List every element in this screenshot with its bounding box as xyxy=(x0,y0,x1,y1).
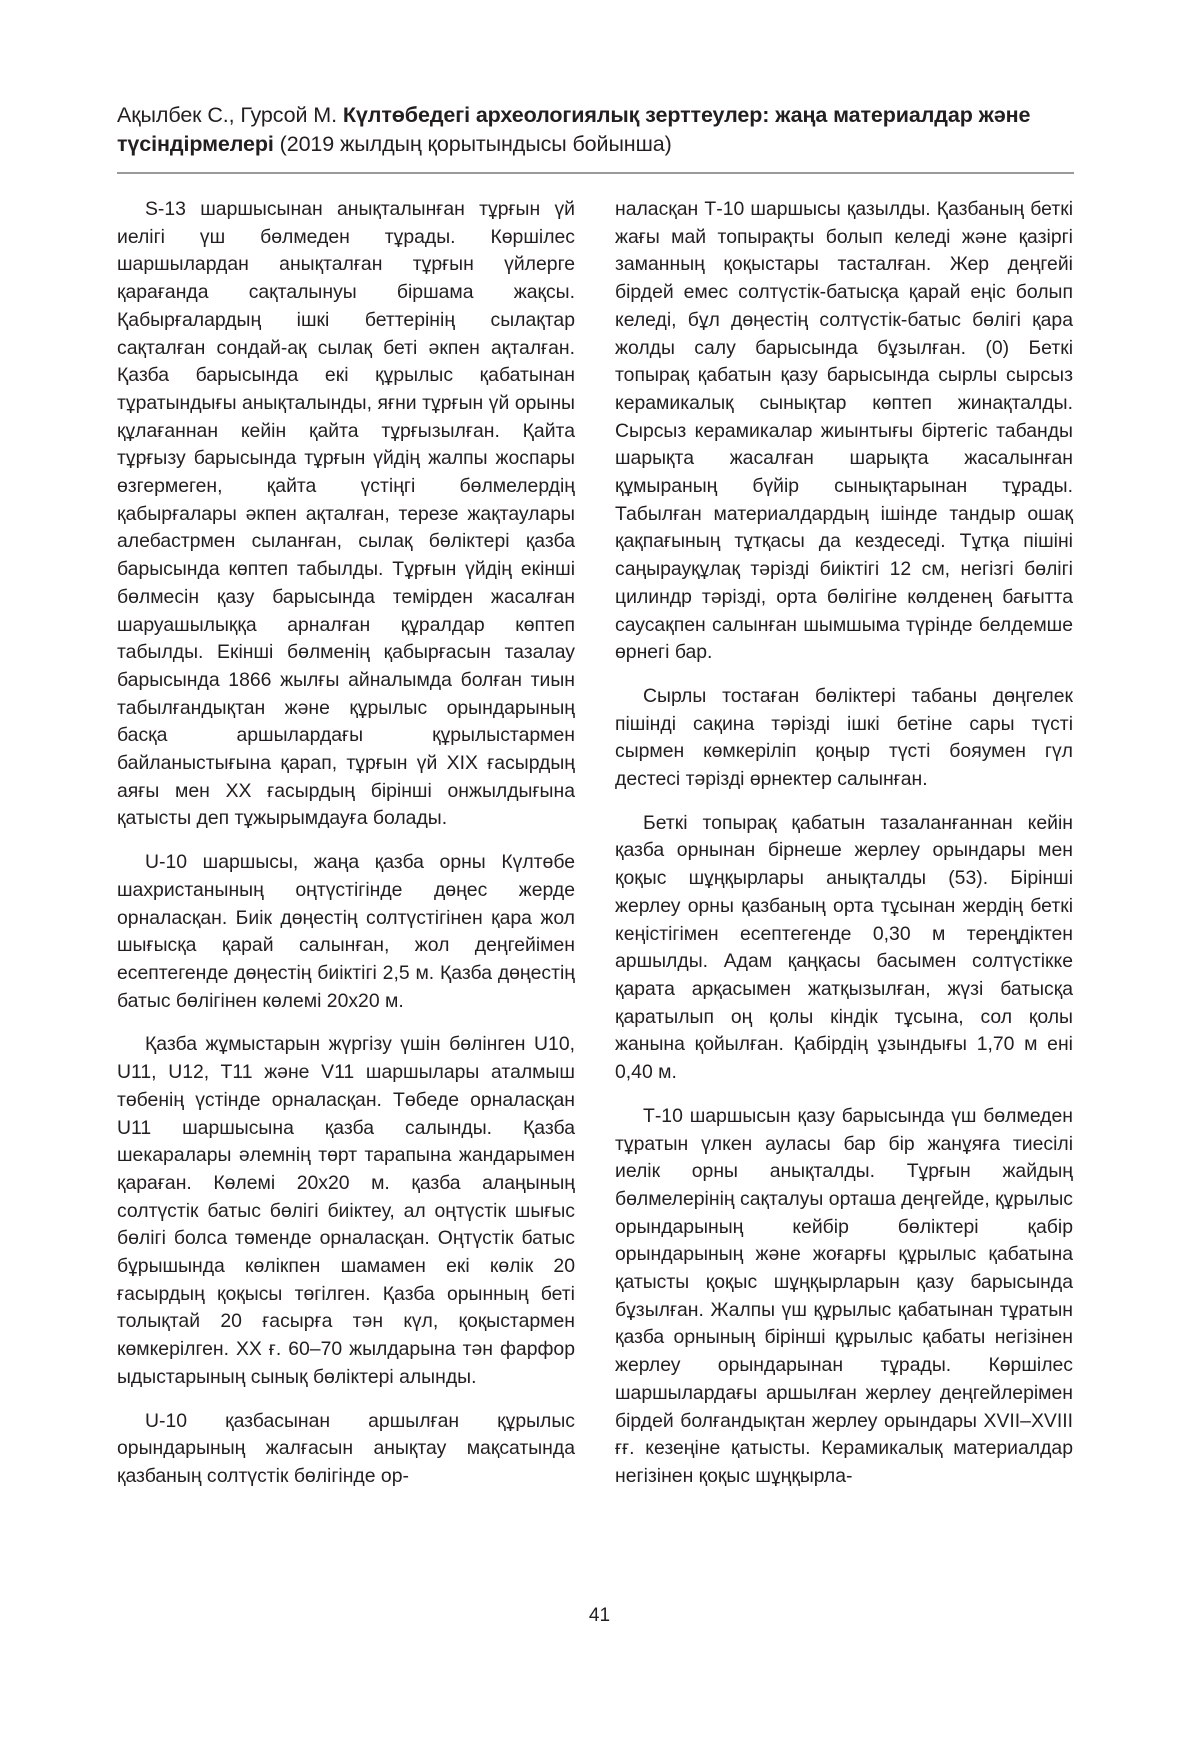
paragraph: Сырлы тостаған бөліктері табаны дөңгелек пішінді сақина тәрізді ішкі бетіне сары түсті сырмен көмкеріліп қоңыр түсті бояумен гүл дестесі тәрізді өрнектер салынған. xyxy=(615,684,1073,791)
header-subtitle: (2019 жылдың қорытындысы бойынша) xyxy=(273,132,672,156)
running-header xyxy=(117,101,1075,159)
header-title: Күлтөбедегі археологиялық зерттеулер: жаңа материалдар және түсіндірмелері xyxy=(117,103,1031,156)
paragraph: U-10 қазбасынан аршылған құрылыс орындарының жалғасын анықтау мақсатында қазбаның солтүстік бөлігінде ор- xyxy=(117,1409,575,1487)
paragraph: Беткі топырақ қабатын тазаланғаннан кейін қазба орнынан бірнеше жерлеу орындары мен қоқыс шұңқырлары анықталды (53). Бірінші жерлеу орны қазбаның орта тұсынан жердің беткі кеңістігімен есептегенде 0,30 м тереңдіктен аршылды. Адам қаңқасы басымен солтүстікке қарата арқасымен жатқызылған, жүзі батысқа қаратылып оң қолы кіндік тұсына, сол қолы жанына қойылған. Қабірдің ұзындығы 1,70 м ені 0,40 м. xyxy=(615,811,1073,1084)
paragraph-continued: наласқан Т-10 шаршысы қазылды. Қазбаның беткі жағы май топырақты болып келеді және қазіргі заманның қоқыстары тасталған. Жер деңгейі бірдей емес солтүстік-батысқа қарай еңіс болып келеді, бұл дөңестің солтүстік-батыс бөлігі қара жолды салу барысында бұзылған. (0) Беткі топырақ қабатын қазу барысында сырлы сырсыз керамикалық сынықтар көптеп жинақталды. Сырсыз керамикалар жиынтығы біртегіс табанды шарықта жасалған шарықта жасалынған құмыраның бүйір сынықтарынан тұрады. Табылған материалдардың ішінде тандыр ошақ қақпағының тұтқасы да кездеседі. Тұтқа пішіні саңырауқұлақ тәрізді биіктігі 12 см, негізгі бөлігі цилиндр тәрізді, орта бөлігіне көлденең бағытта саусақпен салынған шымшыма түрінде белдемше өрнегі бар. xyxy=(615,198,1073,664)
paragraph: Қазба жұмыстарын жүргізу үшін бөлінген U10, U11, U12, T11 және V11 шаршылары аталмыш төбенің үстінде орналасқан. Төбеде орналасқан U11 шаршысына қазба салынды. Қазба шекаралары әлемнің төрт тарапына жандарымен қараған. Көлемі 20х20 м. қазба алаңының солтүстік батыс бөлігі биіктеу, ал оңтүстік шығыс бөлігі болса төменде орналасқан. Оңтүстік батыс бұрышында көлікпен шамамен екі көлік 20 ғасырдың қоқысы төгілген. Қазба орынның беті толықтай 20 ғасырға тән күл, қоқыстармен көмкерілген. XX ғ. 60–70 жылдарына тән фарфор ыдыстарының сынық бөліктері алынды. xyxy=(117,1033,575,1388)
paragraph: S-13 шаршысынан анықталынған тұрғын үй иелігі үш бөлмеден тұрады. Көршілес шаршылардан анықталған тұрғын үйлерге қарағанда сақталынуы біршама жақсы. Қабырғалардың ішкі беттерінің сылақтар сақталған сондай-ақ сылақ беті әкпен ақталған. Қазба барысында екі құрылыс қабатынан тұратындығы анықталынды, яғни тұрғын үй орыны құлағаннан кейін қайта тұрғызылған. Қайта тұрғызу барысында тұрғын үйдің жалпы жоспары өзгермеген, қайта үстіңгі бөлмелердің қабырғалары әкпен ақталған, терезе жақтаулары алебастрмен сыланған, сылақ бөліктері қазба барысында көптеп табылды. Тұрғын үйдің екінші бөлмесін қазу барысында темірден жасалған шаруашылыққа арналған құралдар көптеп табылды. Екінші бөлменің қабырғасын тазалау барысында 1866 жылғы айналымда болған тиын табылғандықтан және құрылыс орындарының басқа аршылардағы құрылыстармен байланыстығына қарап, тұрғын үй XIX ғасырдың аяғы мен XX ғасырдың бірінші онжылдығына қатысты деп тұжырымдауға болады. xyxy=(117,198,575,830)
paragraph: U-10 шаршысы, жаңа қазба орны Күлтөбе шахристанының оңтүстігінде дөңес жерде орналасқан. Биік дөңестің солтүстігінен қара жол шығысқа қарай салынған, жол деңгейімен есептегенде дөңестің биіктігі 2,5 м. Қазба дөңестің батыс бөлігінен көлемі 20х20 м. xyxy=(117,851,575,1012)
right-column xyxy=(615,196,1073,1491)
header-divider xyxy=(117,172,1074,174)
header-authors: Ақылбек С., Гурсой М. xyxy=(117,103,343,127)
paragraph: Т-10 шаршысын қазу барысында үш бөлмеден тұратын үлкен ауласы бар бір жанұяға тиесілі иелік орны анықталды. Тұрғын жайдың бөлмелерінің сақталуы орташа деңгейде, құрылыс орындарының кейбір бөліктері қабір орындарының және жоғарғы құрылыс қабатына қатысты қоқыс шұңқырларын қазу барысында бұзылған. Жалпы үш құрылыс қабатынан тұратын қазба орнының бірінші құрылыс қабаты негізінен жерлеу орындарынан тұрады. Көршілес шаршылардағы аршылған жерлеу деңгейлерімен бірдей болғандықтан жерлеу орындары XVII–XVIII ғғ. кезеңіне қатысты. Керамикалық материалдар негізінен қоқыс шұңқырла- xyxy=(615,1104,1073,1487)
page-number: 41 xyxy=(588,1605,611,1626)
left-column xyxy=(117,196,575,1491)
